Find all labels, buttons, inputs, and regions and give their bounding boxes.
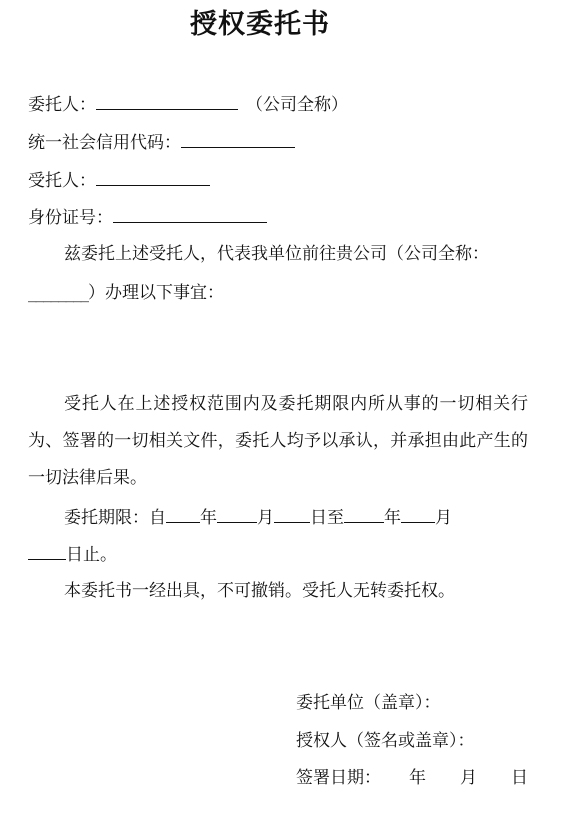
day-to-label: 日至 [310, 508, 344, 528]
principal-blank[interactable] [96, 92, 238, 110]
start-month-unit: 月 [257, 508, 274, 528]
entrust-second-line [28, 282, 224, 304]
id-label: 身份证号： [28, 208, 113, 228]
sign-unit: 委托单位（盖章）： [296, 693, 441, 713]
sign-year: 年 [409, 768, 426, 788]
entrust-intro: 兹委托上述受托人，代表我单位前往贵公司（公司全称： [64, 244, 489, 264]
irrevocable-statement: 本委托书一经出具，不可撤销。受托人无转委托权。 [64, 581, 455, 601]
end-year-blank[interactable] [344, 505, 384, 523]
start-day-blank[interactable] [274, 505, 310, 523]
acknowledge-paragraph: 受托人在上述授权范围内及委托期限内所从事的一切相关行为、签署的一切相关文件，委托人均予以承认，并承担由此产生的一切法律后果。 [28, 394, 528, 488]
id-line [28, 205, 267, 229]
principal-label: 委托人： [28, 95, 96, 115]
period-label: 委托期限：自 [64, 508, 166, 528]
end-day-blank[interactable] [28, 542, 66, 560]
start-year-blank[interactable] [166, 505, 200, 523]
entrust-blank[interactable]: ________ [28, 283, 88, 303]
end-year-unit: 年 [384, 508, 401, 528]
id-blank[interactable] [113, 205, 267, 223]
sign-month: 月 [460, 768, 477, 788]
credit-code-line [28, 130, 295, 154]
start-year-unit: 年 [200, 508, 217, 528]
start-month-blank[interactable] [217, 505, 257, 523]
period-line [64, 505, 452, 529]
credit-code-label: 统一社会信用代码： [28, 133, 181, 153]
sign-day: 日 [511, 768, 528, 788]
principal-line [28, 92, 348, 116]
credit-code-blank[interactable] [181, 130, 295, 148]
agent-line [28, 168, 210, 192]
agent-blank[interactable] [96, 168, 210, 186]
principal-note: （公司全称） [246, 95, 348, 115]
sign-date-line [296, 767, 528, 789]
agent-label: 受托人： [28, 171, 96, 191]
end-month-unit: 月 [435, 508, 452, 528]
document-title: 授权委托书 [190, 9, 330, 40]
period-end-line [28, 542, 117, 566]
sign-person: 授权人（签名或盖章）： [296, 731, 475, 751]
sign-date-label: 签署日期： [296, 768, 381, 788]
end-month-blank[interactable] [401, 505, 435, 523]
entrust-tail: ）办理以下事宜： [88, 283, 224, 303]
day-end-label: 日止。 [66, 545, 117, 565]
